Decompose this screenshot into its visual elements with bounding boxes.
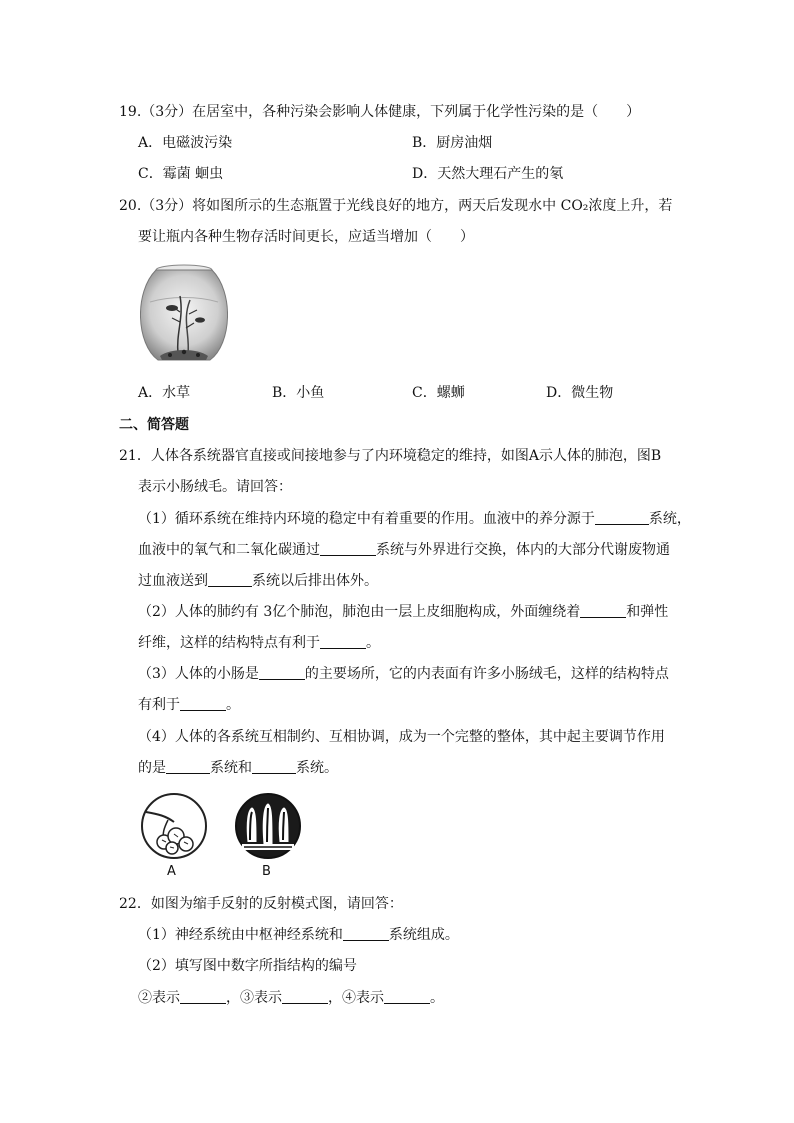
q21-stem-line2: 表示小肠绒毛。请回答： <box>138 479 292 495</box>
q21-part2-line2: 纤维，这样的结构特点有利于 。 <box>138 635 380 651</box>
q19-option-b: B．厨房油烟 <box>412 135 493 151</box>
q20-option-d: D．微生物 <box>546 385 614 401</box>
q20-option-c: C．螺蛳 <box>412 385 465 401</box>
q21-part3-line2: 有利于 。 <box>138 697 240 713</box>
q20-option-a: A．水草 <box>138 385 191 401</box>
q22-stem: 22．如图为缩手反射的反射模式图，请回答： <box>119 896 403 912</box>
q21-part2-line1: （2）人体的肺约有 3亿个肺泡，肺泡由一层上皮细胞构成，外面缠绕着 和弹性 <box>138 604 669 620</box>
q20-option-b: B．小鱼 <box>272 385 325 401</box>
figure-b-label: B <box>262 864 271 879</box>
q20-stem-line1: 20.（3分）将如图所示的生态瓶置于光线良好的地方，两天后发现水中 CO₂浓度上升，若 <box>119 198 673 214</box>
q20-stem-line2: 要让瓶内各种生物存活时间更长，应适当增加（ ） <box>138 229 474 245</box>
q19-option-a: A．电磁波污染 <box>138 135 233 151</box>
section-title: 二、简答题 <box>119 417 189 433</box>
q21-part4-line2: 的是 系统和 系统。 <box>138 760 338 776</box>
q21-stem-line1: 21．人体各系统器官直接或间接地参与了内环境稳定的维持，如图A示人体的肺泡，图B <box>119 448 662 464</box>
q21-part4-line1: （4）人体的各系统互相制约、互相协调，成为一个完整的整体，其中起主要调节作用 <box>138 729 665 745</box>
q19-option-c: C．霉菌 蛔虫 <box>138 166 224 182</box>
q22-part3: ②表示 ，③表示 ，④表示 。 <box>138 990 444 1006</box>
q21-part1-line3: 过血液送到 系统以后排出体外。 <box>138 573 378 589</box>
q22-part2: （2）填写图中数字所指结构的编号 <box>138 958 357 974</box>
q21-part1-line2: 血液中的氧气和二氧化碳通过 系统与外界进行交换，体内的大部分代谢废物通 <box>138 542 670 558</box>
q22-part1: （1）神经系统由中枢神经系统和 系统组成。 <box>138 927 459 943</box>
q21-part1-line1: （1）循环系统在维持内环境的稳定中有着重要的作用。血液中的养分源于 系统， <box>138 511 691 527</box>
villi-figure <box>234 792 302 860</box>
q19-stem: 19.（3分）在居室中，各种污染会影响人体健康，下列属于化学性污染的是（ ） <box>119 104 641 120</box>
q19-option-d: D．天然大理石产生的氡 <box>412 166 564 182</box>
fishbowl-figure <box>140 262 228 368</box>
alveoli-figure <box>140 792 208 860</box>
q21-part3-line1: （3）人体的小肠是 的主要场所，它的内表面有许多小肠绒毛，这样的结构特点 <box>138 666 669 682</box>
figure-a-label: A <box>167 864 176 879</box>
